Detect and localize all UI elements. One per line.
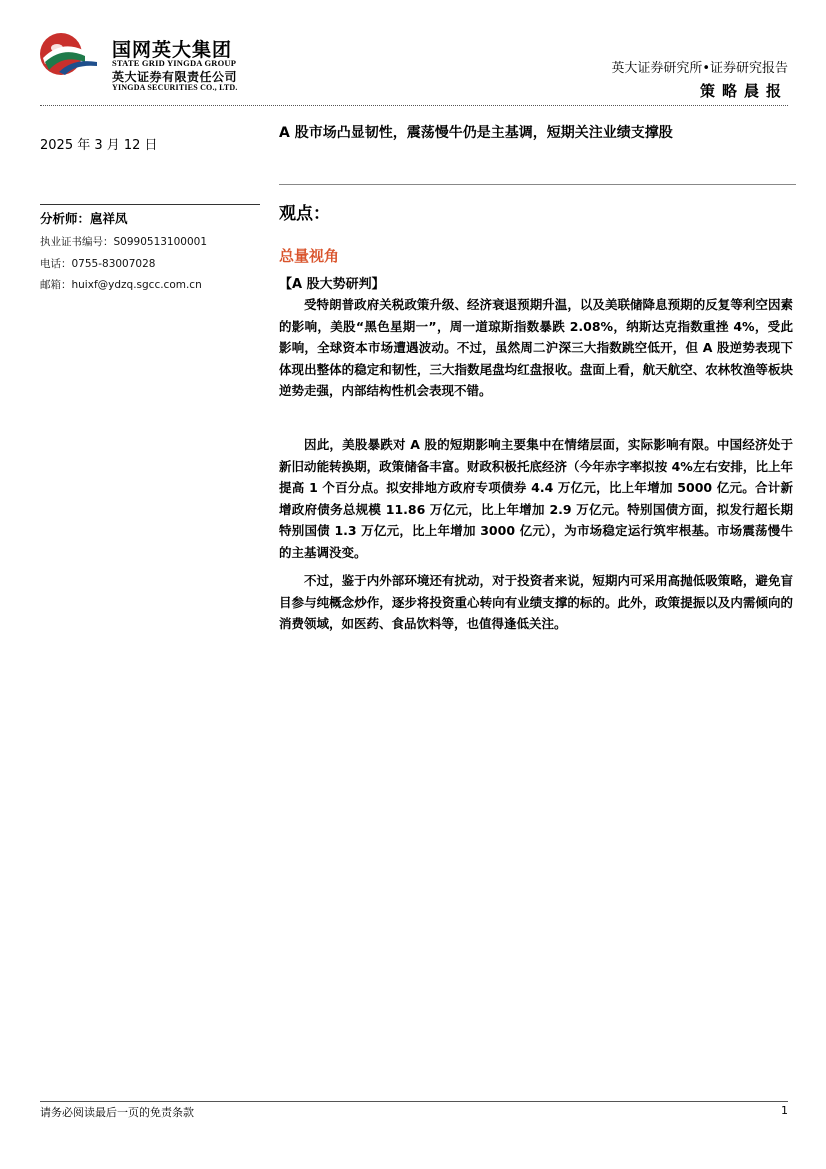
title-divider bbox=[279, 184, 796, 185]
footer-divider bbox=[40, 1101, 788, 1102]
analyst-name: 分析师：扈祥凤 bbox=[40, 211, 128, 226]
logo-company-name-en: YINGDA SECURITIES CO., LTD. bbox=[112, 83, 238, 92]
page-title: A 股市场凸显韧性，震荡慢牛仍是主基调，短期关注业绩支撑股 bbox=[279, 125, 673, 141]
subsection-heading: 【A 股大势研判】 bbox=[279, 277, 385, 292]
section-heading: 总量视角 bbox=[279, 247, 340, 265]
header-divider bbox=[40, 105, 788, 106]
logo-company-name: 英大证券有限责任公司 bbox=[112, 70, 238, 84]
analyst-cert: 执业证书编号：S0990513100001 bbox=[40, 236, 208, 248]
paragraph-1: 受特朗普政府关税政策升级、经济衰退预期升温，以及美联储降息预期的反复等利空因素的影响，美股“黑色星期一”，周一道琼斯指数暴跌 2.08%，纳斯达克指数重挫 4%，受此影响，全球资本市场遭遇波动。不过，虽然周二沪深三大指数跳空低开，但 A 股逆势表现下体现出整体的稳定和韧性，三大指数尾盘均红盘报收。盘面上看，航天航空、农林牧渔等板块逆势走强，内部结构性机会表现不错。 bbox=[279, 297, 793, 398]
paragraph-3: 不过，鉴于内外部环境还有扰动，对于投资者来说，短期内可采用高抛低吸策略，避免盲目参与纯概念炒作，逐步将投资重心转向有业绩支撑的标的。此外，政策提振以及内需倾向的消费领域，如医药、食品饮料等，也值得逢低关注。 bbox=[279, 573, 793, 631]
footer-disclaimer: 请务必阅读最后一页的免责条款 bbox=[40, 1106, 194, 1119]
report-type: 策略晨报 bbox=[699, 82, 788, 100]
analyst-email: 邮箱：huixf@ydzq.sgcc.com.cn bbox=[40, 279, 202, 291]
company-logo bbox=[39, 32, 259, 96]
logo-group-name-en: STATE GRID YINGDA GROUP bbox=[112, 58, 237, 68]
state-grid-logo-icon bbox=[39, 32, 105, 76]
org-line: 英大证券研究所•证券研究报告 bbox=[611, 61, 788, 76]
viewpoint-heading: 观点： bbox=[279, 204, 330, 224]
logo-group-name: 国网英大集团 bbox=[112, 39, 233, 61]
page-number: 1 bbox=[781, 1104, 788, 1117]
analyst-phone: 电话：0755-83007028 bbox=[40, 258, 156, 270]
report-date: 2025 年 3 月 12 日 bbox=[40, 138, 158, 153]
left-divider bbox=[40, 204, 260, 205]
paragraph-2: 因此，美股暴跌对 A 股的短期影响主要集中在情绪层面，实际影响有限。中国经济处于新旧动能转换期，政策储备丰富。财政积极托底经济（今年赤字率拟按 4%左右安排，比上年提高 1 个百分点。拟安排地方政府专项债券 4.4 万亿元，比上年增加 5000 亿元。合计新增政府债务总规模 11.86 万亿元，比上年增加 2.9 万亿元。特别国债方面，拟发行超长期特别国债 1.3 万亿元，比上年增加 3000 亿元），为市场稳定运行筑牢根基。市场震荡慢牛的主基调没变。 bbox=[279, 437, 793, 560]
